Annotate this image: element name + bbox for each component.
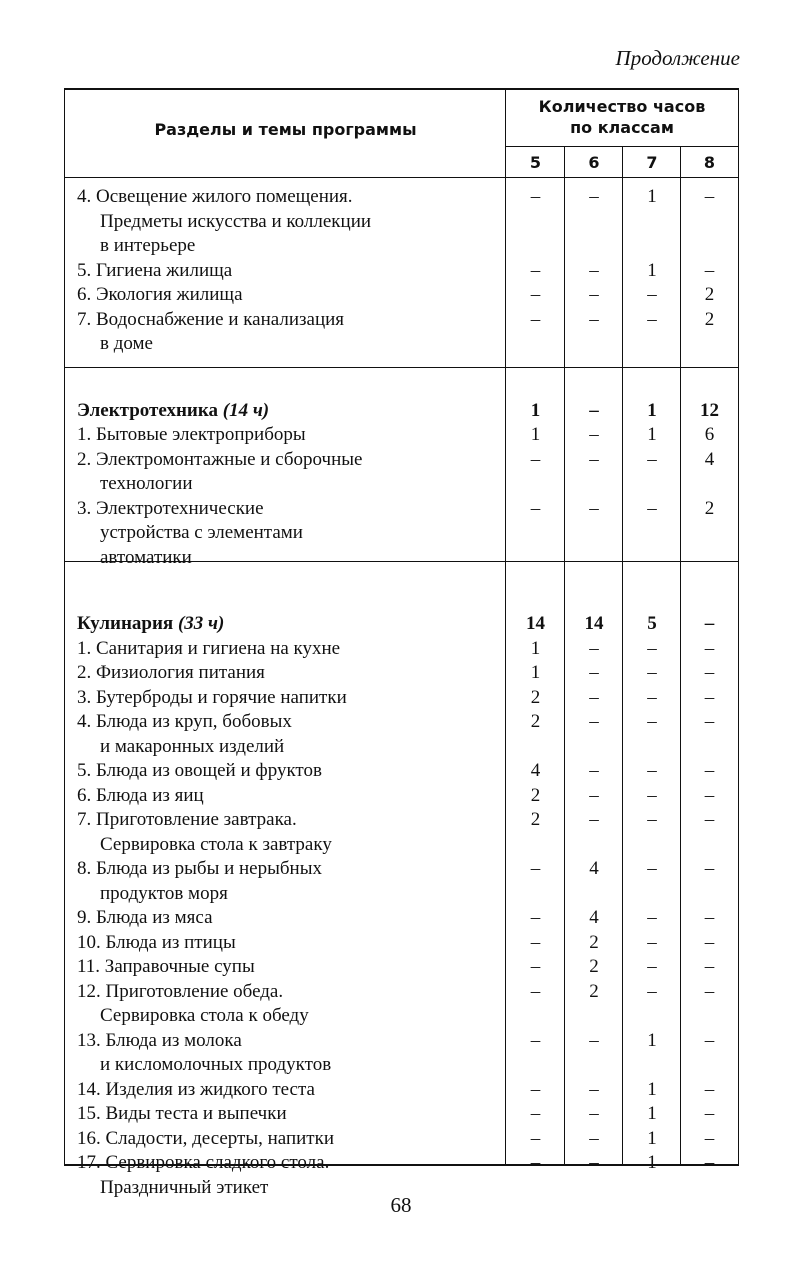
- hours-cell-grade-6: –: [589, 1029, 599, 1051]
- hours-cell-grade-6: –: [589, 259, 599, 281]
- topic-name: [77, 906, 497, 931]
- hours-cell-grade-8: –: [704, 809, 715, 830]
- hours-cell-grade-5: 1: [530, 424, 541, 445]
- topic-line: в доме: [100, 333, 153, 354]
- grade-7: 7: [646, 153, 658, 172]
- continuation-label: Продолжение: [615, 46, 740, 70]
- hours-cell-grade-7: 1: [647, 1103, 657, 1124]
- topic-name: [77, 1078, 497, 1103]
- topic-name: [77, 308, 497, 357]
- hours-cell-grade-8: 2: [704, 497, 715, 519]
- header-bottom-rule: [65, 177, 738, 178]
- hours-cell-grade-7: 1: [647, 186, 657, 207]
- section-name: Кулинария: [77, 613, 174, 634]
- hours-cell-grade-5: 1: [530, 399, 541, 421]
- topic-line: 2. Физиология питания: [77, 662, 265, 683]
- header-hours-line2: по классам: [570, 118, 674, 137]
- topic-line: Сервировка стола к завтраку: [100, 833, 332, 855]
- hours-cell-grade-7: –: [647, 448, 657, 470]
- topic-line: 14. Изделия из жидкого теста: [77, 1078, 315, 1100]
- hours-cell-grade-7: –: [647, 284, 657, 305]
- section-divider: [65, 367, 738, 368]
- hours-cell-grade-8: 4: [704, 448, 715, 470]
- grade-5: 5: [529, 153, 542, 172]
- hours-cell-grade-5: 14: [526, 613, 545, 634]
- hours-cell-grade-8: –: [704, 1127, 715, 1149]
- grade-6: 6: [588, 153, 600, 172]
- topic-name: [77, 1102, 497, 1127]
- hours-cell-grade-6: –: [589, 186, 599, 207]
- topic-name: [77, 931, 497, 956]
- page-number: 68: [390, 1193, 412, 1217]
- topic-line: 15. Виды теста и выпечки: [77, 1103, 287, 1124]
- hours-cell-grade-6: –: [589, 809, 599, 830]
- topic-line: 7. Приготовление завтрака.: [77, 809, 297, 830]
- topic-line: 1. Бытовые электроприборы: [77, 424, 306, 445]
- hours-cell-grade-7: –: [647, 956, 657, 977]
- hours-cell-grade-6: –: [589, 1103, 599, 1124]
- hours-cell-grade-8: –: [704, 637, 715, 659]
- hours-cell-grade-6: –: [589, 686, 599, 708]
- hours-cell-grade-8: –: [704, 686, 715, 708]
- topic-name: [77, 808, 497, 857]
- hours-cell-grade-7: 1: [647, 259, 657, 281]
- hours-cell-grade-6: 2: [589, 956, 599, 977]
- hours-cell-grade-8: 12: [700, 399, 719, 421]
- hours-cell-grade-6: –: [589, 1127, 599, 1149]
- hours-cell-grade-6: 4: [589, 858, 599, 879]
- topic-name: [77, 1127, 497, 1152]
- hours-cell-grade-7: –: [647, 662, 657, 683]
- hours-cell-grade-6: –: [589, 399, 599, 421]
- hours-cell-grade-7: 5: [647, 613, 657, 634]
- topic-line: 11. Заправочные супы: [77, 956, 255, 977]
- hours-cell-grade-5: –: [530, 1103, 541, 1124]
- hours-cell-grade-7: –: [647, 637, 657, 659]
- hours-cell-grade-6: 2: [589, 980, 599, 1002]
- topic-name: [77, 1029, 497, 1078]
- hours-cell-grade-8: –: [704, 662, 715, 683]
- topic-name: [77, 448, 497, 497]
- grade-8: 8: [703, 153, 716, 172]
- header-hours: [506, 96, 738, 138]
- topic-line: 8. Блюда из рыбы и нерыбных: [77, 858, 322, 879]
- hours-cell-grade-5: 2: [530, 711, 541, 732]
- topic-line: автоматики: [100, 546, 192, 568]
- hours-cell-grade-8: –: [704, 907, 715, 928]
- hours-cell-grade-6: –: [589, 637, 599, 659]
- topic-line: устройства с элементами: [100, 522, 303, 543]
- hours-cell-grade-6: –: [589, 784, 599, 806]
- hours-cell-grade-8: –: [704, 784, 715, 806]
- hours-cell-grade-6: –: [589, 448, 599, 470]
- hours-cell-grade-8: –: [704, 259, 715, 281]
- hours-cell-grade-8: –: [704, 1103, 715, 1124]
- hours-cell-grade-6: 2: [589, 931, 599, 953]
- topic-line: 13. Блюда из молока: [77, 1029, 242, 1051]
- topic-name: [77, 710, 497, 759]
- hours-cell-grade-5: –: [530, 284, 541, 305]
- hours-cell-grade-6: –: [589, 1152, 599, 1173]
- hours-cell-grade-5: 1: [530, 637, 541, 659]
- hours-cell-grade-7: 1: [647, 399, 657, 421]
- hours-cell-grade-8: –: [704, 711, 715, 732]
- hours-cell-grade-8: –: [704, 613, 715, 634]
- hours-cell-grade-7: –: [647, 686, 657, 708]
- hours-cell-grade-5: –: [530, 448, 541, 470]
- hours-cell-grade-6: 4: [589, 907, 599, 928]
- hours-cell-grade-6: –: [589, 760, 599, 781]
- hours-cell-grade-5: –: [530, 259, 541, 281]
- topic-line: 16. Сладости, десерты, напитки: [77, 1127, 335, 1149]
- hours-cell-grade-7: 1: [647, 1127, 657, 1149]
- header-topics: Разделы и темы программы: [154, 120, 417, 139]
- topic-line: 17. Сервировка сладкого стола.: [77, 1152, 330, 1173]
- topic-name: [77, 857, 497, 906]
- hours-cell-grade-6: –: [589, 711, 599, 732]
- topic-name: [77, 497, 497, 571]
- hours-cell-grade-7: –: [647, 760, 657, 781]
- topic-line: в интерьере: [100, 235, 196, 256]
- hours-cell-grade-5: –: [530, 1127, 541, 1149]
- topic-line: 4. Блюда из круп, бобовых: [77, 711, 292, 732]
- hours-cell-grade-8: –: [704, 1152, 715, 1173]
- topic-line: технологии: [100, 473, 193, 494]
- hours-cell-grade-6: –: [589, 1078, 599, 1100]
- hours-cell-grade-5: –: [530, 858, 541, 879]
- hours-cell-grade-6: 14: [584, 613, 604, 634]
- topic-name: [77, 259, 497, 284]
- section-hours: (14 ч): [222, 399, 270, 421]
- hours-cell-grade-5: –: [530, 1152, 541, 1173]
- section-name: Электротехника: [77, 399, 218, 421]
- hours-cell-grade-7: –: [647, 931, 657, 953]
- hours-cell-grade-6: –: [589, 497, 599, 519]
- topic-line: 4. Освещение жилого помещения.: [77, 186, 353, 207]
- hours-cell-grade-7: 1: [647, 1078, 657, 1100]
- hours-cell-grade-5: –: [530, 980, 541, 1002]
- topic-name: [77, 686, 497, 711]
- topic-line: 6. Экология жилища: [77, 284, 243, 305]
- hours-cell-grade-8: 2: [704, 308, 715, 330]
- hours-cell-grade-7: –: [647, 497, 657, 519]
- topic-line: 9. Блюда из мяса: [77, 907, 213, 928]
- hours-cell-grade-8: –: [704, 186, 715, 207]
- topic-line: 3. Бутерброды и горячие напитки: [77, 686, 347, 708]
- hours-cell-grade-6: –: [589, 424, 599, 445]
- header-hours-line1: Количество часов: [538, 97, 706, 116]
- topic-line: 5. Блюда из овощей и фруктов: [77, 760, 322, 781]
- hours-cell-grade-8: –: [704, 980, 715, 1002]
- hours-cell-grade-6: –: [589, 284, 599, 305]
- hours-cell-grade-5: –: [530, 931, 541, 953]
- section-hours: (33 ч): [177, 613, 225, 634]
- topic-name: [77, 980, 497, 1029]
- hours-cell-grade-5: –: [530, 1078, 541, 1100]
- hours-cell-grade-5: 2: [530, 784, 541, 806]
- topic-name: [77, 759, 497, 784]
- topic-name: [77, 661, 497, 686]
- program-table: [64, 88, 739, 1198]
- hours-cell-grade-8: –: [704, 760, 715, 781]
- hours-cell-grade-7: –: [647, 907, 657, 928]
- hours-cell-grade-7: –: [647, 809, 657, 830]
- topic-line: 7. Водоснабжение и канализация: [77, 308, 345, 330]
- hours-cell-grade-6: –: [589, 308, 599, 330]
- topic-name: [77, 955, 497, 980]
- topic-line: 1. Санитария и гигиена на кухне: [77, 637, 341, 659]
- hours-cell-grade-8: –: [704, 956, 715, 977]
- hours-cell-grade-5: 2: [530, 686, 541, 708]
- hours-cell-grade-7: –: [647, 784, 657, 806]
- topic-line: и макаронных изделий: [100, 735, 285, 757]
- hours-cell-grade-8: 2: [704, 284, 715, 305]
- topic-line: Сервировка стола к обеду: [100, 1005, 309, 1026]
- hours-cell-grade-8: –: [704, 931, 715, 953]
- hours-cell-grade-5: –: [530, 497, 541, 519]
- topic-name: [77, 185, 497, 259]
- hours-cell-grade-7: –: [647, 308, 657, 330]
- hours-cell-grade-5: –: [530, 956, 541, 977]
- hours-cell-grade-8: –: [704, 1029, 715, 1051]
- hours-cell-grade-5: 4: [530, 760, 541, 781]
- hours-cell-grade-7: –: [647, 858, 657, 879]
- hours-cell-grade-7: 1: [647, 1029, 657, 1051]
- topic-line: и кисломолочных продуктов: [100, 1054, 332, 1075]
- topic-line: продуктов моря: [100, 882, 228, 904]
- hours-cell-grade-5: –: [530, 1029, 541, 1051]
- hours-cell-grade-5: 1: [530, 662, 541, 683]
- hours-cell-grade-7: –: [647, 711, 657, 732]
- topic-name: [77, 423, 497, 448]
- hours-cell-grade-8: –: [704, 1078, 715, 1100]
- hours-cell-grade-7: –: [647, 980, 657, 1002]
- header-subdivider: [505, 146, 738, 147]
- topic-line: 10. Блюда из птицы: [77, 931, 236, 953]
- topic-line: Предметы искусства и коллекции: [100, 210, 372, 232]
- hours-cell-grade-7: 1: [647, 424, 657, 445]
- hours-cell-grade-5: –: [530, 308, 541, 330]
- hours-cell-grade-8: 6: [704, 424, 715, 445]
- hours-cell-grade-6: –: [589, 662, 599, 683]
- hours-cell-grade-5: –: [530, 186, 541, 207]
- hours-cell-grade-5: –: [530, 907, 541, 928]
- hours-cell-grade-5: 2: [530, 809, 541, 830]
- topic-line: 3. Электротехнические: [77, 497, 264, 519]
- topic-line: 6. Блюда из яиц: [77, 784, 204, 806]
- section-title: [77, 612, 497, 637]
- section-title: [77, 399, 497, 424]
- topic-name: [77, 637, 497, 662]
- topic-line: 2. Электромонтажные и сборочные: [77, 448, 363, 470]
- topic-line: 12. Приготовление обеда.: [77, 980, 284, 1002]
- topic-line: 5. Гигиена жилища: [77, 259, 233, 281]
- topic-name: [77, 283, 497, 308]
- topic-name: [77, 784, 497, 809]
- hours-cell-grade-7: 1: [647, 1152, 657, 1173]
- topic-line: Праздничный этикет: [100, 1176, 269, 1198]
- hours-cell-grade-8: –: [704, 858, 715, 879]
